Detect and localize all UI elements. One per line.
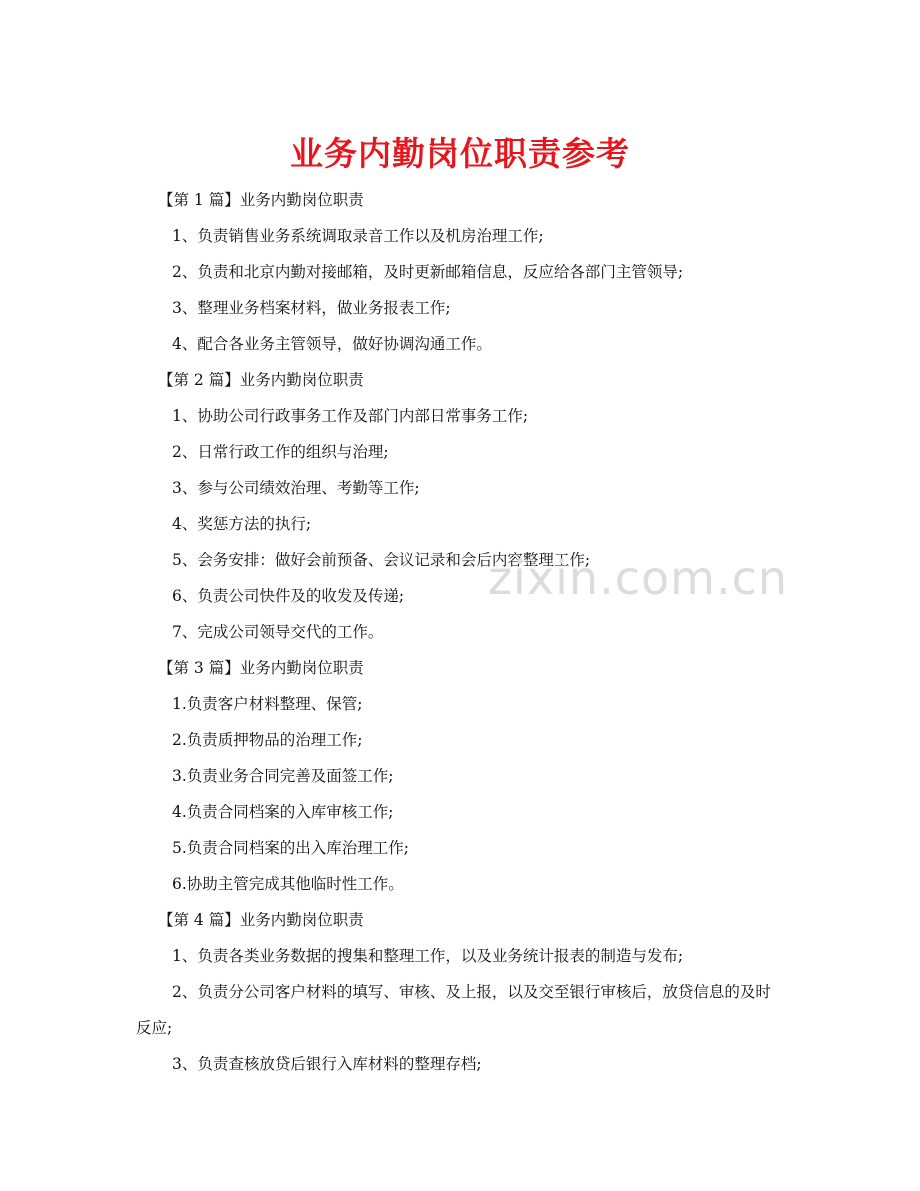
section-heading: 【第 4 篇】业务内勤岗位职责 <box>158 911 364 929</box>
watermark: zixin.com.cn <box>488 551 789 605</box>
list-item: 3、负责查核放贷后银行入库材料的整理存档; <box>172 1055 482 1073</box>
list-item: 3、整理业务档案材料，做业务报表工作; <box>172 299 451 317</box>
list-item: 3、参与公司绩效治理、考勤等工作; <box>172 479 420 497</box>
list-item: 2、负责和北京内勤对接邮箱，及时更新邮箱信息，反应给各部门主管领导; <box>172 263 684 281</box>
list-item: 4、奖惩方法的执行; <box>172 515 312 533</box>
list-item: 4.负责合同档案的入库审核工作; <box>172 803 394 821</box>
page-title: 业务内勤岗位职责参考 <box>290 134 630 173</box>
list-item: 6.协助主管完成其他临时性工作。 <box>172 875 404 893</box>
list-item: 1、负责销售业务系统调取录音工作以及机房治理工作; <box>172 227 544 245</box>
list-item: 1、协助公司行政事务工作及部门内部日常事务工作; <box>172 407 529 425</box>
list-item: 2.负责质押物品的治理工作; <box>172 731 363 749</box>
list-item: 3.负责业务合同完善及面签工作; <box>172 767 394 785</box>
list-item: 1、负责各类业务数据的搜集和整理工作，以及业务统计报表的制造与发布; <box>172 947 684 965</box>
list-item: 4、配合各业务主管领导，做好协调沟通工作。 <box>172 335 492 353</box>
list-item: 1.负责客户材料整理、保管; <box>172 695 363 713</box>
list-item: 5.负责合同档案的出入库治理工作; <box>172 839 410 857</box>
list-item: 5、会务安排：做好会前预备、会议记录和会后内容整理工作; <box>172 551 591 569</box>
section-heading: 【第 1 篇】业务内勤岗位职责 <box>158 191 364 209</box>
list-item: 6、负责公司快件及的收发及传递; <box>172 587 405 605</box>
list-item: 2、日常行政工作的组织与治理; <box>172 443 389 461</box>
document-body <box>136 182 789 1082</box>
section-heading: 【第 3 篇】业务内勤岗位职责 <box>158 659 364 677</box>
section-heading: 【第 2 篇】业务内勤岗位职责 <box>158 371 364 389</box>
list-item: 7、完成公司领导交代的工作。 <box>172 623 384 641</box>
list-item-wrapped: 2、负责分公司客户材料的填写、审核、及上报，以及交至银行审核后，放贷信息的及时反应; <box>136 983 771 1037</box>
